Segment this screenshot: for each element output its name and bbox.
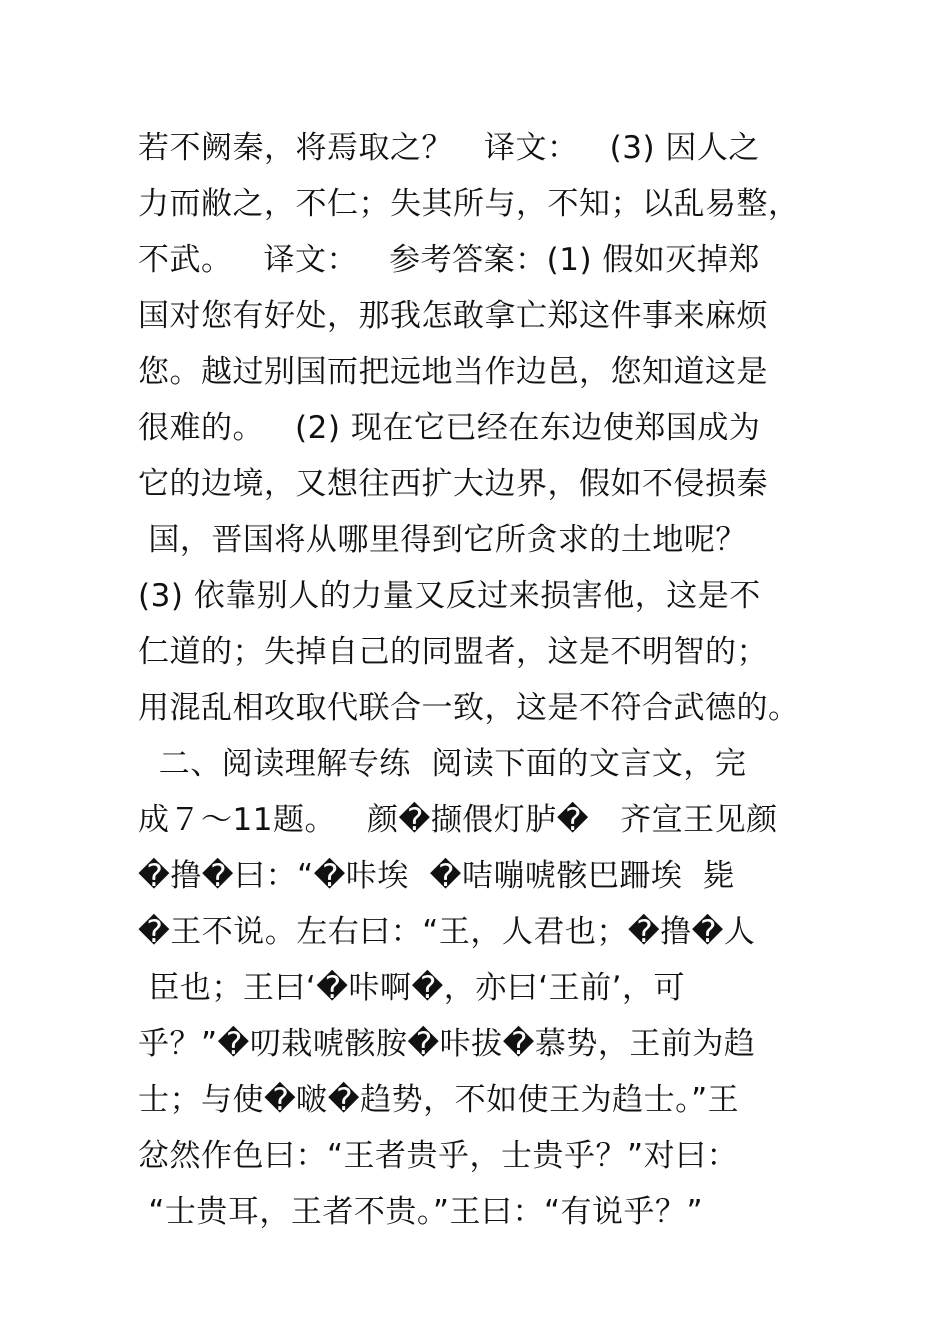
text-line: 二、阅读理解专练 阅读下面的文言文，完 <box>138 746 747 782</box>
text-line: 您。越过别国而把远地当作边邑，您知道这是 <box>138 354 768 390</box>
text-line: “士贵耳，王者不贵。”王曰：“有说乎？” <box>138 1194 704 1230</box>
text-line: 臣也；王曰‘�咔啊�，亦曰‘王前’，可 <box>138 970 685 1006</box>
text-line: 国，晋国将从哪里得到它所贪求的土地呢？ <box>138 522 747 558</box>
text-line: 它的边境，又想往西扩大边界，假如不侵损秦 <box>138 466 768 502</box>
text-line: �撸�曰：“�咔埃 �咭嘣唬骸巴跚埃 毙 <box>138 858 735 894</box>
text-line: 力而敝之，不仁；失其所与，不知；以乱易整， <box>138 186 800 222</box>
text-line: 不武。 译文： 参考答案：(1) 假如灭掉郑 <box>138 242 760 278</box>
text-line: (3) 依靠别人的力量又反过来损害他，这是不 <box>138 578 761 614</box>
text-line: �王不说。左右曰：“王，人君也；�撸�人 <box>138 914 756 950</box>
document-body-text <box>138 120 838 1240</box>
text-line: 忿然作色曰：“王者贵乎，士贵乎？”对曰： <box>138 1138 739 1174</box>
text-line: 士；与使�啵�趋势，不如使王为趋士。”王 <box>138 1082 740 1118</box>
text-line: 国对您有好处，那我怎敢拿亡郑这件事来麻烦 <box>138 298 768 334</box>
text-line: 乎？”�叨栽唬骸胺�咔拔�慕势，王前为趋 <box>138 1026 756 1062</box>
text-line: 用混乱相攻取代联合一致，这是不符合武德的。 <box>138 690 800 726</box>
text-line: 成７～11题。 颜�撷偎灯胪� 齐宣王见颜 <box>138 802 778 838</box>
text-line: 若不阙秦，将焉取之？ 译文： (3) 因人之 <box>138 130 760 166</box>
text-line: 很难的。 (2) 现在它已经在东边使郑国成为 <box>138 410 761 446</box>
text-line: 仁道的；失掉自己的同盟者，这是不明智的； <box>138 634 768 670</box>
